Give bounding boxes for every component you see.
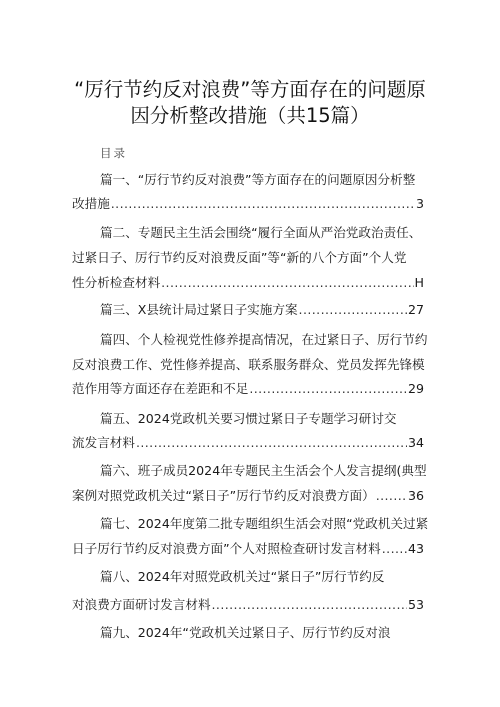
toc-entry-2-line-3[interactable]: [72, 274, 424, 292]
toc-entry-6-line-1: 篇六、班子成员2024年专题民主生活会个人发言提纲(典型: [100, 463, 427, 478]
leader-dots: [299, 301, 407, 319]
toc-entry-label: 案例对照党政机关过“紧日子”厉行节约反对浪费方面）: [72, 488, 375, 503]
leader-dots: [161, 274, 413, 292]
toc-entry-4-line-2: 反对浪费工作、党性修养提高、联系服务群众、党员发挥先锋模: [72, 357, 425, 372]
toc-entry-3-line-1[interactable]: [100, 301, 424, 319]
toc-entry-1-line-1: 篇一、“厉行节约反对浪费”等方面存在的问题原因分析整: [100, 172, 416, 187]
toc-entry-label: 性分析检查材料: [72, 275, 161, 290]
toc-page-number: 29: [407, 381, 424, 396]
toc-entry-7-line-1: 篇七、2024年度第二批专题组织生活会对照“党政机关过紧: [100, 516, 429, 531]
toc-entry-7-line-2[interactable]: [72, 540, 424, 558]
document-title-line-2: 因分析整改措施（共15篇）: [130, 104, 370, 127]
toc-entry-label: 流发言材料: [72, 435, 135, 450]
toc-entry-label: 对浪费方面研讨发言材料: [72, 597, 211, 612]
toc-page-number: 36: [407, 488, 424, 503]
toc-entry-5-line-2[interactable]: [72, 434, 424, 452]
toc-entry-4-line-3[interactable]: [72, 380, 424, 398]
toc-entry-2-line-1: 篇二、专题民主生活会围绕“履行全面从严治党政治责任、: [100, 225, 422, 240]
toc-entry-4-line-1: 篇四、个人检视党性修养提高情况，在过紧日子、厉行节约: [100, 332, 428, 347]
toc-entry-label: 改措施: [72, 196, 110, 211]
toc-heading: 目录: [100, 146, 127, 160]
toc-entry-6-line-2[interactable]: [72, 487, 424, 505]
toc-entry-5-line-1: 篇五、2024党政机关要习惯过紧日子专题学习研讨交: [100, 411, 397, 426]
toc-page-number: 34: [407, 435, 424, 450]
toc-entry-label: 日子厉行节约反对浪费方面”个人对照检查研讨发言材料: [72, 541, 381, 556]
toc-entry-label: 篇三、X县统计局过紧日子实施方案: [100, 302, 298, 317]
toc-entry-label: 范作用等方面还存在差距和不足: [72, 381, 249, 396]
toc-entry-1-line-2[interactable]: [72, 195, 424, 213]
toc-entry-2-line-2: 过紧日子、厉行节约反对浪费反面”等“新的八个方面”个人党: [72, 250, 407, 265]
toc-page-number: 53: [407, 597, 424, 612]
document-title-line-1: “厉行节约反对浪费”等方面存在的问题原: [74, 78, 426, 101]
leader-dots: [376, 487, 407, 505]
leader-dots: [212, 596, 407, 614]
toc-page-number: H: [414, 275, 424, 290]
leader-dots: [136, 434, 407, 452]
toc-entry-8-line-2[interactable]: [72, 596, 424, 614]
toc-page-number: 27: [407, 302, 424, 317]
leader-dots: [111, 195, 415, 213]
toc-page-number: 3: [415, 196, 424, 211]
toc-page-number: 43: [407, 541, 424, 556]
toc-entry-9-line-1: 篇九、2024年“党政机关过紧日子、厉行节约反对浪: [100, 625, 391, 640]
leader-dots: [249, 380, 407, 398]
leader-dots: [382, 540, 407, 558]
toc-entry-8-line-1: 篇八、2024年对照党政机关过“紧日子”厉行节约反: [100, 569, 385, 584]
